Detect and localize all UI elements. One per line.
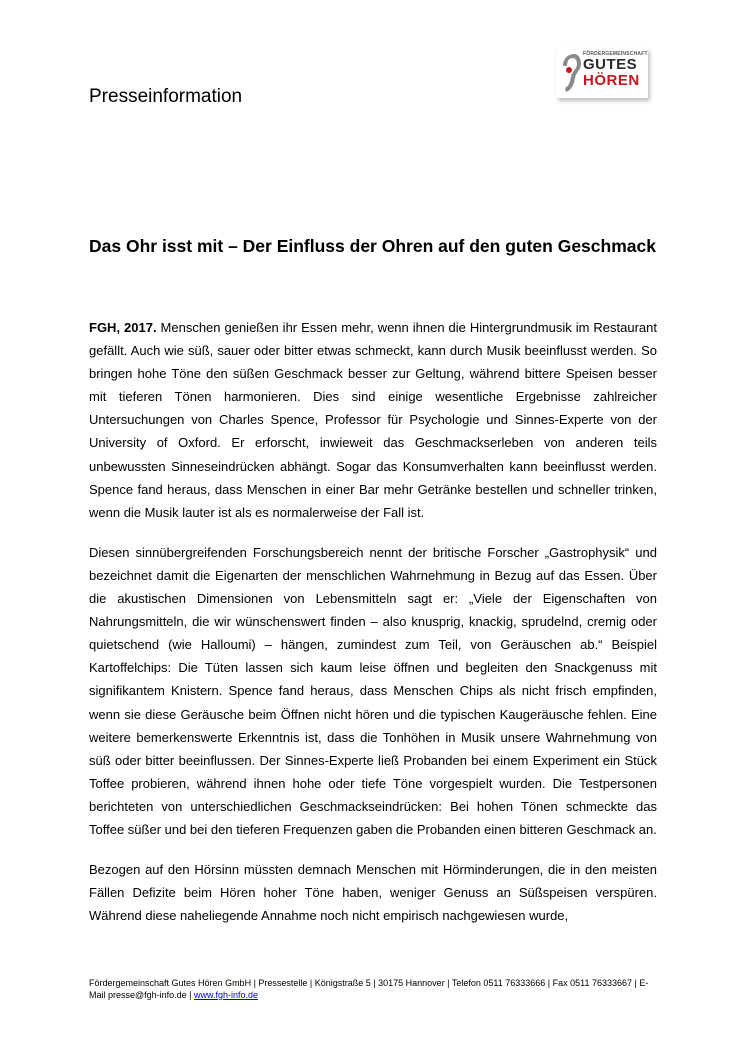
logo-super-text: FÖRDERGEMEINSCHAFT bbox=[583, 51, 648, 57]
paragraph-1-text: Menschen genießen ihr Essen mehr, wenn ihnen die Hintergrundmusik im Restaurant gefällt. Auch wie süß, sauer oder bitter etwas schmeckt, kann durch Musik beeinflusst werden. So bringen hohe Töne den süßen Geschmack besser zur Geltung, während bittere Speisen besser mit tieferen Tönen harmonieren. Dies sind einige wesentliche Ergebnisse zahlreicher Untersuchungen von Charles Spence, Professor für Psychologie und Sinnes-Experte von der University of Oxford. Er erforscht, inwieweit das Geschmackserleben von anderen teils unbewussten Sinneseindrücken abhängt. Sogar das Konsumverhalten kann beeinflusst werden. Spence fand heraus, dass Menschen in einer Bar mehr Getränke bestellen und schneller trinken, wenn die Musik lauter ist als es normalerweise der Fall ist. bbox=[89, 320, 657, 520]
ear-logo-icon bbox=[560, 52, 582, 94]
paragraph-2: Diesen sinnübergreifenden Forschungsbereich nennt der britische Forscher „Gastrophysik“ und bezeichnet damit die Eigenarten der menschlichen Wahrnehmung in Bezug auf das Essen. Über die akustischen Dimensionen von Lebensmitteln sagt er: „Viele der Eigenschaften von Nahrungsmitteln, die wir wünschenswert finden – also knusprig, knackig, sprudelnd, cremig oder quietschend (wie Halloumi) – hängen, zumindest zum Teil, von Geräuschen ab.“ Beispiel Kartoffelchips: Die Tüten lassen sich kaum leise öffnen und begleiten den Snackgenuss mit signifikantem Knistern. Spence fand heraus, dass Menschen Chips als nicht frisch empfinden, wenn sie diese Geräusche beim Öffnen nicht hören und die typischen Kaugeräusche fehlen. Eine weitere bemerkenswerte Erkenntnis ist, dass die Tonhöhen in Musik unsere Wahrnehmung von süß oder bitter beeinflussen. Der Sinnes-Experte ließ Probanden bei einem Experiment ein Stück Toffee probieren, während ihnen hohe oder tiefe Töne vorgespielt wurden. Die Testpersonen berichteten von unterschiedlichen Geschmackseindrücken: Bei hohen Tönen schmeckte das Toffee süßer und bei den tieferen Frequenzen gaben die Probanden einen bitteren Geschmack an. bbox=[89, 544, 657, 837]
paragraph-1 bbox=[89, 316, 657, 524]
paragraph-3: Bezogen auf den Hörsinn müssten demnach Menschen mit Hörminderungen, die in den meisten Fällen Defizite beim Hören hoher Töne haben, weniger Genuss an Süßspeisen verspüren. Während diese naheliegende Annahme noch nicht empirisch nachgewiesen wurde, bbox=[89, 862, 657, 924]
page-footer bbox=[89, 977, 659, 1001]
footer-text: Fördergemeinschaft Gutes Hören GmbH | Pressestelle | Königstraße 5 | 30175 Hannover | Telefon 0511 76333666 | Fax 0511 76333667 | E-Mail presse@fgh-info.de | bbox=[89, 978, 649, 1000]
page-title: Presseinformation bbox=[89, 86, 243, 107]
logo-text-hoeren: HÖREN bbox=[583, 72, 640, 89]
fgh-logo bbox=[556, 48, 648, 98]
dateline: FGH, 2017. bbox=[89, 320, 157, 335]
article-body bbox=[89, 316, 657, 944]
logo-text-gutes: GUTES bbox=[583, 56, 638, 73]
article-headline: Das Ohr isst mit – Der Einfluss der Ohren auf den guten Geschmack bbox=[89, 236, 656, 256]
footer-website-link[interactable]: www.fgh-info.de bbox=[194, 990, 259, 1000]
